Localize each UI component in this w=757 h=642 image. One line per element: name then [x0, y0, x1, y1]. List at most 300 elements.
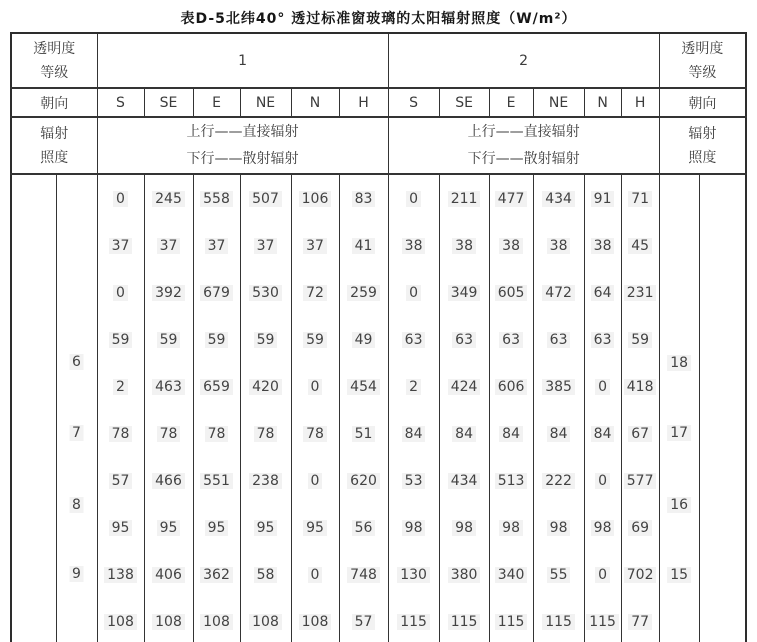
radiation-value: 748	[347, 567, 380, 583]
value-slot	[292, 222, 339, 269]
value-slot	[98, 222, 144, 269]
radiation-value: 38	[591, 238, 615, 254]
radiation-value: 98	[499, 520, 523, 536]
radiation-value: 78	[205, 426, 229, 442]
radiation-value: 58	[254, 567, 278, 583]
radiation-value: 108	[104, 614, 137, 630]
value-slot	[340, 410, 388, 457]
value-slot	[340, 175, 388, 222]
radiation-value: 702	[624, 567, 657, 583]
data-column-g1-e	[193, 174, 240, 642]
orientation-g1-ne: NE	[240, 88, 291, 117]
radiation-note-g1	[97, 117, 388, 174]
radiation-value: 95	[254, 520, 278, 536]
radiation-value: 84	[499, 426, 523, 442]
radiation-value: 130	[397, 567, 430, 583]
radiation-value: 551	[200, 473, 233, 489]
value-slot	[241, 316, 291, 363]
value-slot	[241, 551, 291, 598]
radiation-value: 95	[205, 520, 229, 536]
value-slot	[440, 504, 489, 551]
radiation-value: 56	[352, 520, 376, 536]
value-slot	[389, 363, 439, 410]
radiation-value: 115	[586, 614, 619, 630]
value-slot	[98, 175, 144, 222]
value-slot	[340, 457, 388, 504]
radiation-value: 2	[113, 379, 128, 395]
radiation-value: 71	[628, 191, 652, 207]
radiation-value: 406	[152, 567, 185, 583]
value-slot	[145, 269, 193, 316]
radiation-value: 95	[157, 520, 181, 536]
value-slot	[241, 175, 291, 222]
radiation-value: 259	[347, 285, 380, 301]
orientation-g1-se: SE	[144, 88, 193, 117]
radiation-value: 59	[205, 332, 229, 348]
value-slot	[440, 457, 489, 504]
value-slot	[440, 598, 489, 642]
radiation-value: 454	[347, 379, 380, 395]
transparency-line1: 透明度	[681, 40, 724, 57]
value-slot	[534, 316, 584, 363]
radiation-line1: 辐射	[688, 125, 717, 142]
radiation-value: 78	[254, 426, 278, 442]
value-slot	[490, 457, 533, 504]
data-column-g2-s	[388, 174, 439, 642]
value-slot	[340, 598, 388, 642]
orientation-g2-n: N	[584, 88, 621, 117]
value-slot	[145, 551, 193, 598]
transparency-label-left	[11, 33, 97, 88]
radiation-value: 91	[591, 191, 615, 207]
radiation-value: 466	[152, 473, 185, 489]
value-slot	[490, 269, 533, 316]
radiation-value: 0	[308, 473, 323, 489]
radiation-value: 59	[109, 332, 133, 348]
radiation-value: 98	[591, 520, 615, 536]
value-slot	[241, 410, 291, 457]
radiation-value: 63	[499, 332, 523, 348]
value-slot	[241, 457, 291, 504]
radiation-value: 38	[547, 238, 571, 254]
radiation-value: 57	[109, 473, 133, 489]
diffuse-radiation-note: 下行——散射辐射	[186, 150, 299, 167]
value-slot	[389, 316, 439, 363]
radiation-value: 0	[595, 567, 610, 583]
value-slot	[585, 551, 621, 598]
radiation-value: 98	[452, 520, 476, 536]
value-slot	[622, 269, 659, 316]
value-slot	[292, 551, 339, 598]
radiation-value: 0	[406, 191, 421, 207]
radiation-value: 0	[113, 285, 128, 301]
radiation-value: 108	[249, 614, 282, 630]
value-slot	[241, 222, 291, 269]
right-hour-label-column	[659, 174, 699, 642]
value-slot	[145, 316, 193, 363]
value-slot	[145, 222, 193, 269]
value-slot	[622, 598, 659, 642]
value-slot	[145, 175, 193, 222]
right-hour-label: 18	[667, 355, 691, 371]
radiation-value: 63	[547, 332, 571, 348]
solar-radiation-table	[10, 32, 747, 642]
value-slot	[98, 551, 144, 598]
value-slot	[340, 269, 388, 316]
value-slot	[440, 175, 489, 222]
value-slot	[622, 316, 659, 363]
value-slot	[622, 457, 659, 504]
radiation-value: 72	[303, 285, 327, 301]
value-slot	[585, 316, 621, 363]
right-hour-label: 15	[667, 567, 691, 583]
header-row-orientation	[11, 88, 746, 117]
radiation-value: 362	[200, 567, 233, 583]
value-slot	[389, 269, 439, 316]
orientation-label-left: 朝向	[11, 88, 97, 117]
radiation-label-left	[11, 117, 97, 174]
radiation-label-right	[659, 117, 746, 174]
radiation-value: 37	[254, 238, 278, 254]
transparency-group-1: 1	[97, 33, 388, 88]
data-column-g2-se	[439, 174, 489, 642]
data-column-g2-ne	[533, 174, 584, 642]
value-slot	[622, 175, 659, 222]
right-spacer-column	[699, 174, 746, 642]
header-row-radiation	[11, 117, 746, 174]
radiation-value: 95	[109, 520, 133, 536]
value-slot	[98, 410, 144, 457]
value-slot	[292, 504, 339, 551]
value-slot	[389, 551, 439, 598]
transparency-label-right	[659, 33, 746, 88]
radiation-value: 115	[495, 614, 528, 630]
value-slot	[440, 363, 489, 410]
radiation-value: 49	[352, 332, 376, 348]
value-slot	[585, 222, 621, 269]
radiation-note-g2	[388, 117, 659, 174]
radiation-value: 558	[200, 191, 233, 207]
radiation-value: 620	[347, 473, 380, 489]
radiation-value: 63	[452, 332, 476, 348]
radiation-value: 605	[495, 285, 528, 301]
orientation-g2-s: S	[388, 88, 439, 117]
radiation-value: 59	[628, 332, 652, 348]
value-slot	[145, 598, 193, 642]
radiation-value: 530	[249, 285, 282, 301]
radiation-value: 659	[200, 379, 233, 395]
value-slot	[534, 457, 584, 504]
value-slot	[292, 175, 339, 222]
left-hour-label: 8	[69, 497, 84, 513]
radiation-value: 84	[547, 426, 571, 442]
radiation-value: 67	[628, 426, 652, 442]
radiation-value: 0	[308, 379, 323, 395]
value-slot	[490, 504, 533, 551]
radiation-value: 57	[352, 614, 376, 630]
value-slot	[534, 222, 584, 269]
radiation-value: 392	[152, 285, 185, 301]
value-slot	[490, 175, 533, 222]
radiation-value: 349	[448, 285, 481, 301]
data-column-g1-h	[339, 174, 388, 642]
value-slot	[534, 269, 584, 316]
radiation-value: 38	[402, 238, 426, 254]
radiation-value: 245	[152, 191, 185, 207]
right-hour-label: 17	[667, 425, 691, 441]
transparency-group-2: 2	[388, 33, 659, 88]
value-slot	[585, 175, 621, 222]
radiation-value: 98	[547, 520, 571, 536]
radiation-value: 577	[624, 473, 657, 489]
value-slot	[585, 363, 621, 410]
left-spacer-column	[11, 174, 56, 642]
orientation-g2-ne: NE	[533, 88, 584, 117]
value-slot	[340, 316, 388, 363]
radiation-value: 41	[352, 238, 376, 254]
orientation-g1-s: S	[97, 88, 144, 117]
radiation-value: 472	[542, 285, 575, 301]
transparency-line1: 透明度	[33, 40, 76, 57]
right-hour-label: 16	[667, 497, 691, 513]
value-slot	[241, 504, 291, 551]
value-slot	[241, 598, 291, 642]
radiation-value: 0	[113, 191, 128, 207]
value-slot	[194, 363, 240, 410]
radiation-value: 59	[303, 332, 327, 348]
value-slot	[440, 551, 489, 598]
radiation-value: 59	[157, 332, 181, 348]
radiation-value: 238	[249, 473, 282, 489]
orientation-label-right: 朝向	[659, 88, 746, 117]
radiation-value: 420	[249, 379, 282, 395]
value-slot	[145, 363, 193, 410]
value-slot	[292, 316, 339, 363]
radiation-value: 38	[499, 238, 523, 254]
radiation-line2: 照度	[688, 149, 717, 166]
radiation-value: 463	[152, 379, 185, 395]
radiation-value: 95	[303, 520, 327, 536]
data-column-g2-h	[621, 174, 659, 642]
value-slot	[585, 598, 621, 642]
value-slot	[585, 504, 621, 551]
value-slot	[98, 316, 144, 363]
value-slot	[145, 504, 193, 551]
value-slot	[98, 269, 144, 316]
radiation-value: 98	[402, 520, 426, 536]
radiation-value: 115	[448, 614, 481, 630]
radiation-value: 84	[591, 426, 615, 442]
value-slot	[98, 457, 144, 504]
radiation-value: 424	[448, 379, 481, 395]
value-slot	[292, 457, 339, 504]
direct-radiation-note: 上行——直接辐射	[186, 123, 299, 140]
value-slot	[534, 504, 584, 551]
value-slot	[534, 175, 584, 222]
radiation-value: 138	[104, 567, 137, 583]
value-slot	[585, 457, 621, 504]
radiation-line2: 照度	[40, 149, 69, 166]
value-slot	[292, 410, 339, 457]
radiation-value: 78	[157, 426, 181, 442]
orientation-g1-n: N	[291, 88, 339, 117]
value-slot	[389, 598, 439, 642]
value-slot	[194, 457, 240, 504]
value-slot	[440, 269, 489, 316]
value-slot	[534, 598, 584, 642]
data-column-g1-ne	[240, 174, 291, 642]
radiation-value: 69	[628, 520, 652, 536]
value-slot	[98, 504, 144, 551]
value-slot	[490, 598, 533, 642]
radiation-value: 434	[542, 191, 575, 207]
radiation-value: 37	[205, 238, 229, 254]
value-slot	[194, 175, 240, 222]
value-slot	[490, 410, 533, 457]
header-row-transparency	[11, 33, 746, 88]
diffuse-radiation-note: 下行——散射辐射	[467, 150, 580, 167]
radiation-value: 64	[591, 285, 615, 301]
data-column-g2-e	[489, 174, 533, 642]
radiation-value: 513	[495, 473, 528, 489]
radiation-value: 0	[595, 473, 610, 489]
transparency-line2: 等级	[40, 64, 69, 81]
radiation-value: 606	[495, 379, 528, 395]
value-slot	[194, 598, 240, 642]
radiation-value: 2	[406, 379, 421, 395]
left-hour-label: 7	[69, 425, 84, 441]
radiation-value: 83	[352, 191, 376, 207]
radiation-value: 434	[448, 473, 481, 489]
value-slot	[145, 457, 193, 504]
orientation-g1-h: H	[339, 88, 388, 117]
value-slot	[440, 222, 489, 269]
radiation-value: 38	[452, 238, 476, 254]
value-slot	[622, 222, 659, 269]
value-slot	[490, 316, 533, 363]
radiation-value: 53	[402, 473, 426, 489]
direct-radiation-note: 上行——直接辐射	[467, 123, 580, 140]
value-slot	[194, 551, 240, 598]
radiation-value: 340	[495, 567, 528, 583]
value-slot	[389, 410, 439, 457]
radiation-value: 108	[299, 614, 332, 630]
radiation-value: 84	[452, 426, 476, 442]
radiation-value: 385	[542, 379, 575, 395]
radiation-value: 77	[628, 614, 652, 630]
value-slot	[340, 363, 388, 410]
value-slot	[622, 363, 659, 410]
left-hour-label-column	[56, 174, 97, 642]
transparency-line2: 等级	[688, 64, 717, 81]
value-slot	[194, 504, 240, 551]
value-slot	[292, 363, 339, 410]
radiation-value: 115	[542, 614, 575, 630]
radiation-value: 222	[542, 473, 575, 489]
radiation-value: 84	[402, 426, 426, 442]
value-slot	[622, 504, 659, 551]
value-slot	[194, 410, 240, 457]
value-slot	[292, 269, 339, 316]
value-slot	[241, 363, 291, 410]
data-row-block	[11, 174, 746, 642]
value-slot	[194, 269, 240, 316]
value-slot	[534, 551, 584, 598]
value-slot	[440, 316, 489, 363]
value-slot	[145, 410, 193, 457]
radiation-value: 108	[200, 614, 233, 630]
orientation-g2-se: SE	[439, 88, 489, 117]
value-slot	[98, 363, 144, 410]
value-slot	[98, 598, 144, 642]
radiation-value: 37	[157, 238, 181, 254]
left-hour-label: 6	[69, 354, 84, 370]
radiation-value: 108	[152, 614, 185, 630]
value-slot	[389, 504, 439, 551]
radiation-value: 63	[591, 332, 615, 348]
data-column-g1-n	[291, 174, 339, 642]
value-slot	[490, 363, 533, 410]
orientation-g1-e: E	[193, 88, 240, 117]
value-slot	[534, 410, 584, 457]
radiation-value: 63	[402, 332, 426, 348]
radiation-value: 507	[249, 191, 282, 207]
value-slot	[389, 175, 439, 222]
value-slot	[622, 551, 659, 598]
radiation-value: 418	[624, 379, 657, 395]
value-slot	[241, 269, 291, 316]
data-column-g2-n	[584, 174, 621, 642]
radiation-value: 0	[308, 567, 323, 583]
radiation-value: 211	[448, 191, 481, 207]
left-hour-label: 9	[69, 566, 84, 582]
radiation-value: 477	[495, 191, 528, 207]
value-slot	[194, 222, 240, 269]
value-slot	[622, 410, 659, 457]
value-slot	[194, 316, 240, 363]
radiation-value: 78	[109, 426, 133, 442]
orientation-g2-h: H	[621, 88, 659, 117]
radiation-value: 51	[352, 426, 376, 442]
value-slot	[440, 410, 489, 457]
radiation-line1: 辐射	[40, 125, 69, 142]
radiation-value: 78	[303, 426, 327, 442]
radiation-value: 679	[200, 285, 233, 301]
radiation-value: 37	[109, 238, 133, 254]
radiation-value: 106	[299, 191, 332, 207]
value-slot	[292, 598, 339, 642]
radiation-value: 59	[254, 332, 278, 348]
value-slot	[389, 457, 439, 504]
value-slot	[490, 222, 533, 269]
radiation-value: 231	[624, 285, 657, 301]
data-column-g1-se	[144, 174, 193, 642]
radiation-value: 45	[628, 238, 652, 254]
data-column-g1-s	[97, 174, 144, 642]
value-slot	[340, 222, 388, 269]
value-slot	[585, 269, 621, 316]
table-title: 表D-5北纬40° 透过标准窗玻璃的太阳辐射照度（W/m²）	[180, 11, 577, 27]
value-slot	[490, 551, 533, 598]
radiation-value: 55	[547, 567, 571, 583]
radiation-value: 0	[406, 285, 421, 301]
radiation-value: 37	[303, 238, 327, 254]
radiation-value: 0	[595, 379, 610, 395]
value-slot	[340, 504, 388, 551]
value-slot	[389, 222, 439, 269]
radiation-value: 380	[448, 567, 481, 583]
radiation-value: 115	[397, 614, 430, 630]
